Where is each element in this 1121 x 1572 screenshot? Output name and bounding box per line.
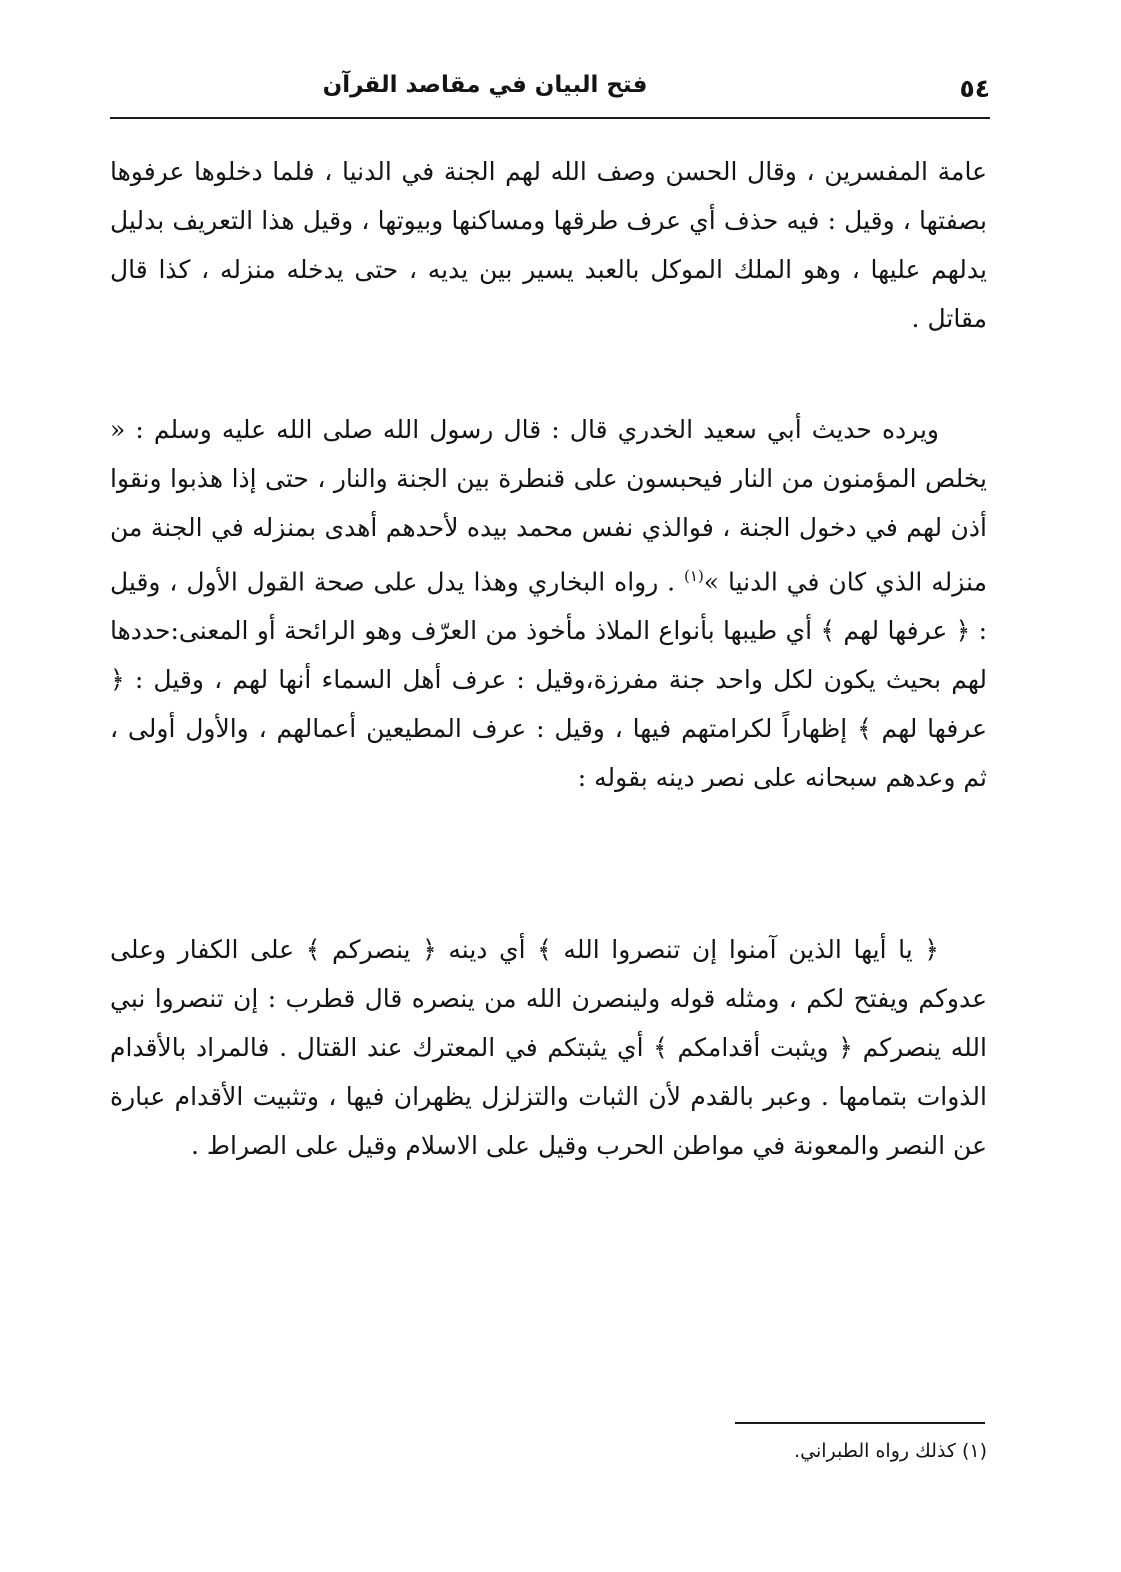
paragraph-1 (110, 147, 987, 343)
page-number: ٥٤ (959, 74, 990, 103)
paragraph-3 (110, 925, 987, 1170)
footnote-rule (735, 1422, 985, 1424)
page-header (110, 72, 990, 116)
paragraph-2 (110, 405, 987, 802)
footnote: (١) كذلك رواه الطبراني. (794, 1440, 987, 1462)
paragraph-1-text: عامة المفسرين ، وقال الحسن وصف الله لهم الجنة في الدنيا ، فلما دخلوها عرفوها بصفتها ، وقيل : فيه حذف أي عرف طرقها ومساكنها وبيوتها ، وقيل هذا التعريف بدليل يدلهم عليها ، وهو الملك الموكل بالعبد يسير بين يديه ، حتى يدخله منزله ، كذا قال مقاتل . (110, 157, 987, 333)
paragraph-2-text-before: ويرده حديث أبي سعيد الخدري قال : قال رسول الله صلى الله عليه وسلم : « يخلص المؤمنون من النار فيحبسون على قنطرة بين الجنة والنار ، حتى إذا هذبوا ونقوا أذن لهم في دخول الجنة ، فوالذي نفس محمد بيده لأحدهم أهدى بمنزله في الجنة من منزله الذي كان في الدنيا » (110, 415, 987, 597)
paragraph-3-text: ﴿ يا أيها الذين آمنوا إن تنصروا الله ﴾ أي دينه ﴿ ينصركم ﴾ على الكفار وعلى عدوكم ويفتح لكم ، ومثله قوله ولينصرن الله من ينصره قال قطرب : إن تنصروا نبي الله ينصركم ﴿ ويثبت أقدامكم ﴾ أي يثبتكم في المعترك عند القتال . فالمراد بالأقدام الذوات بتمامها . وعبر بالقدم لأن الثبات والتزلزل يظهران فيها ، وتثبيت الأقدام عبارة عن النصر والمعونة في مواطن الحرب وقيل على الاسلام وقيل على الصراط . (110, 935, 987, 1160)
paragraph-2-text (110, 405, 987, 802)
running-title: فتح البيان في مقاصد القرآن (322, 72, 648, 98)
paragraph-2-text-after: . رواه البخاري وهذا يدل على صحة القول الأول ، وقيل : ﴿ عرفها لهم ﴾ أي طيبها بأنواع الملاذ مأخوذ من العرّف وهو الرائحة أو المعنى:حددها لهم بحيث يكون لكل واحد جنة مفرزة،وقيل : عرف أهل السماء أنها لهم ، وقيل : ﴿ عرفها لهم ﴾ إظهاراً لكرامتهم فيها ، وقيل : عرف المطيعين أعمالهم ، والأول أولى ، ثم وعدهم سبحانه على نصر دينه بقوله : (110, 567, 987, 793)
footnote-reference[interactable]: (١) (684, 567, 704, 585)
header-rule (110, 117, 990, 119)
